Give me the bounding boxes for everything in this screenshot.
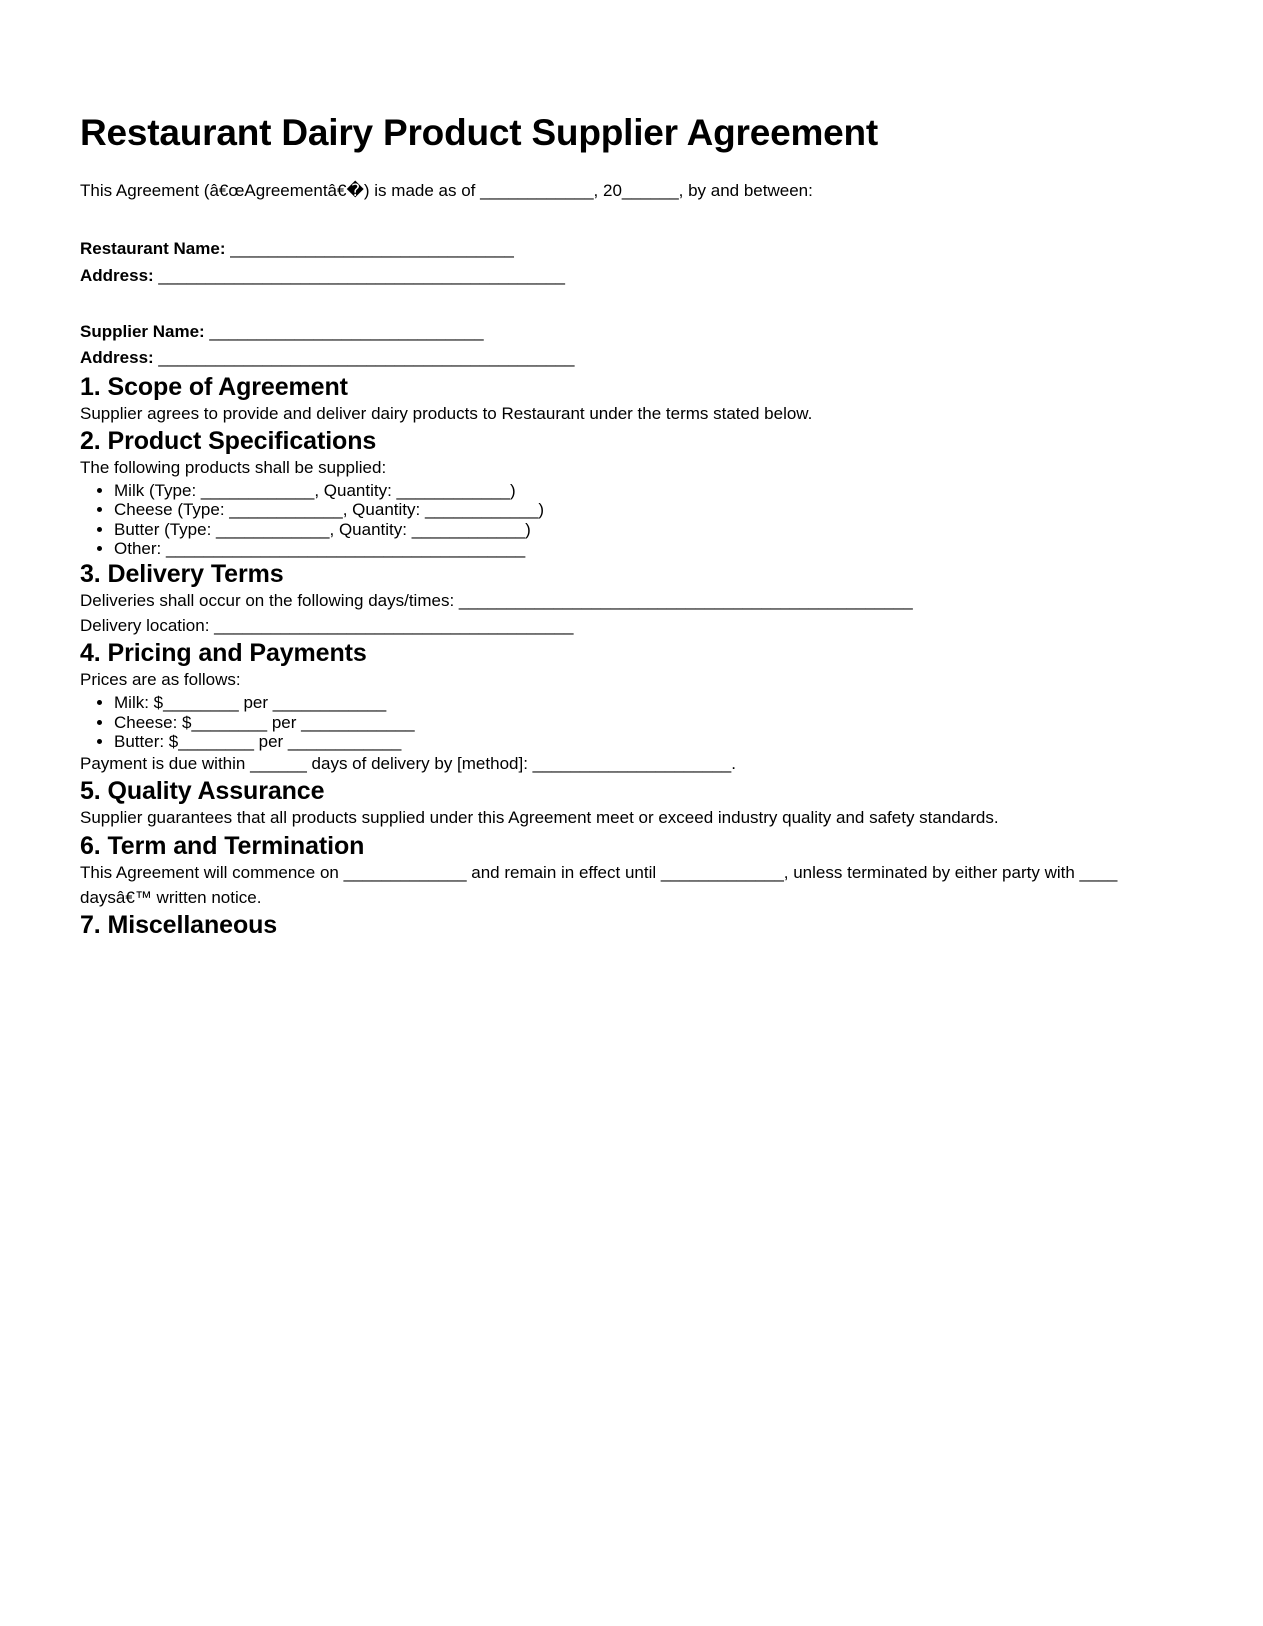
payment-terms-line[interactable]: Payment is due within ______ days of delivery by [method]: _____________________. (80, 753, 736, 773)
list-item[interactable]: • Cheese (Type: ____________, Quantity: ____________) (114, 500, 1122, 520)
pricing-list (80, 693, 1122, 752)
section-body-term-and-termination[interactable]: This Agreement will commence on _____________ and remain in effect until _____________, unless terminated by either party with ____ daysâ€™ written notice. (80, 862, 1118, 907)
section-heading-miscellaneous: 7. Miscellaneous (80, 911, 278, 940)
section-heading-scope: 1. Scope of Agreement (80, 372, 348, 401)
supplier-name-label: Supplier Name: (80, 321, 205, 341)
page-title: Restaurant Dairy Product Supplier Agreement (80, 112, 879, 153)
restaurant-name-label: Restaurant Name: (80, 239, 226, 259)
product-specifications-intro: The following products shall be supplied: (80, 458, 387, 478)
restaurant-name-line (80, 236, 1122, 262)
supplier-address-line (80, 345, 1122, 371)
restaurant-address-label: Address: (80, 265, 154, 285)
list-item[interactable]: • Other: ______________________________________ (114, 539, 1122, 559)
supplier-address-fill[interactable]: ____________________________________________ (153, 348, 575, 368)
supplier-name-line (80, 319, 1122, 345)
delivery-location-line[interactable]: Delivery location: ______________________________________ (80, 615, 574, 635)
supplier-address-label: Address: (80, 348, 154, 368)
section-body-quality-assurance: Supplier guarantees that all products supplied under this Agreement meet or exceed industry quality and safety standards. (80, 808, 999, 828)
page-background-area (0, 1263, 1263, 1626)
list-item[interactable]: • Cheese: $________ per ____________ (114, 713, 1122, 733)
pricing-intro: Prices are as follows: (80, 670, 241, 690)
supplier-party-block (80, 319, 1122, 372)
restaurant-address-line (80, 263, 1122, 289)
supplier-name-fill[interactable]: _____________________________ (204, 321, 484, 341)
section-heading-product-specifications: 2. Product Specifications (80, 427, 377, 456)
list-item[interactable]: • Milk (Type: ____________, Quantity: ____________) (114, 481, 1122, 501)
section-body-scope: Supplier agrees to provide and deliver dairy products to Restaurant under the terms stated below. (80, 403, 813, 423)
product-specifications-list (80, 481, 1122, 559)
restaurant-party-block (80, 236, 1122, 289)
agreement-intro-paragraph: This Agreement (â€œAgreementâ€�) is made as of ____________, 20______, by and between: (80, 180, 813, 200)
list-item[interactable]: • Butter: $________ per ____________ (114, 732, 1122, 752)
section-heading-term-and-termination: 6. Term and Termination (80, 831, 365, 860)
delivery-days-times-line[interactable]: Deliveries shall occur on the following days/times: ________________________________________________ (80, 591, 913, 611)
section-heading-delivery-terms: 3. Delivery Terms (80, 560, 284, 589)
restaurant-name-fill[interactable]: ______________________________ (225, 239, 514, 259)
list-item[interactable]: • Butter (Type: ____________, Quantity: ____________) (114, 520, 1122, 540)
list-item[interactable]: • Milk: $________ per ____________ (114, 693, 1122, 713)
section-heading-pricing-and-payments: 4. Pricing and Payments (80, 639, 367, 668)
section-heading-quality-assurance: 5. Quality Assurance (80, 777, 325, 806)
restaurant-address-fill[interactable]: ___________________________________________ (153, 265, 565, 285)
